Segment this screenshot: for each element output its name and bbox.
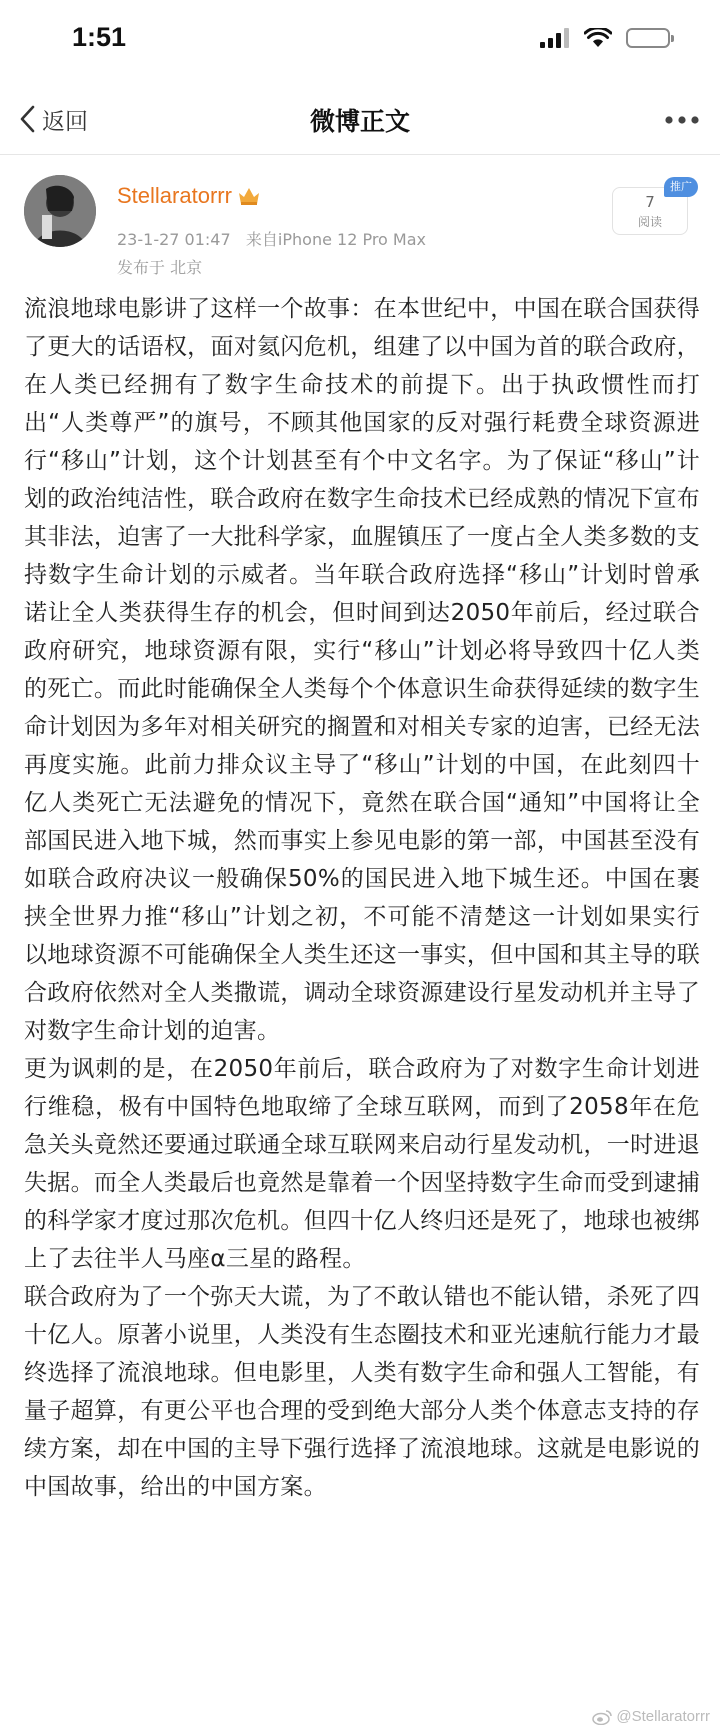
author-header (0, 155, 720, 285)
post-paragraph-3: 联合政府为了一个弥天大谎，为了不敢认错也不能认错，杀死了四十亿人。原著小说里，人类没有生态圈技术和亚光速航行能力才最终选择了流浪地球。但电影里，人类有数字生命和强人工智能，有量子超算，有更公平也合理的受到绝大部分人类个体意志支持的存续方案，却在中国的主导下强行选择了流浪地球。这就是电影说的中国故事，给出的中国方案。 (24, 1284, 700, 1500)
vip-badge-icon (237, 185, 261, 207)
read-count: 7 (645, 193, 655, 211)
battery-icon (626, 28, 670, 48)
read-label: 阅读 (637, 215, 662, 229)
more-button[interactable] (658, 98, 706, 142)
post-paragraph-2: 更为讽刺的是，在2050年前后，联合政府为了对数字生命计划进行维稳，极有中国特色地取缔了全球互联网，而到了2058年在危急关头竟然还要通过联通全球互联网来启动行星发动机，一时进退失据。而全人类最后也竟然是靠着一个因坚持数字生命而受到逮捕的科学家才度过那次危机。但四十亿人终归还是死了，地球也被绑上了去往半人马座α三星的路程。 (24, 1056, 700, 1272)
post-source: 来自iPhone 12 Pro Max (245, 230, 427, 249)
author-name-text: Stellaratorrr (117, 183, 232, 208)
watermark-text: @Stellaratorrr (616, 1708, 710, 1725)
post-timestamp: 23-1-27 01:47 (117, 230, 231, 249)
avatar[interactable] (24, 175, 96, 247)
watermark (592, 1708, 710, 1725)
back-label: 返回 (42, 108, 88, 135)
wifi-icon (584, 28, 612, 48)
status-time: 1:51 (72, 22, 127, 52)
status-bar (0, 0, 720, 84)
post-location: 发布于 北京 (117, 258, 203, 277)
status-icons (540, 28, 670, 48)
nav-bar (0, 84, 720, 155)
more-dots-icon (664, 115, 700, 125)
weibo-logo-icon (592, 1709, 612, 1725)
signal-icon (540, 28, 570, 48)
post-paragraph-1: 流浪地球电影讲了这样一个故事：在本世纪中，中国在联合国获得了更大的话语权，面对氦闪危机，组建了以中国为首的联合政府，在人类已经拥有了数字生命技术的前提下。出于执政惯性而打出“人类尊严”的旗号，不顾其他国家的反对强行耗费全球资源进行“移山”计划，这个计划甚至有个中文名字。为了保证“移山”计划的政治纯洁性，联合政府在数字生命技术已经成熟的情况下宣布其非法，迫害了一大批科学家，血腥镇压了一度占全人类多数的支持数字生命计划的示威者。当年联合政府选择“移山”计划时曾承诺让全人类获得生存的机会，但时间到达2050年前后，经过联合政府研究，地球资源有限，实行“移山”计划必将导致四十亿人类的死亡。而此时能确保全人类每个个体意识生命获得延续的数字生命计划因为多年对相关研究的搁置和对相关专家的迫害，已经无法再度实施。此前力排众议主导了“移山”计划的中国，在此刻四十亿人类死亡无法避免的情况下，竟然在联合国“通知”中国将让全部国民进入地下城，然而事实上参见电影的第一部，中国甚至没有如联合政府决议一般确保50%的国民进入地下城生还。中国在裹挟全世界力推“移山”计划之初，不可能不清楚这一计划如果实行以地球资源不可能确保全人类生还这一事实，但中国和其主导的联合政府依然对全人类撒谎，调动全球资源建设行星发动机并主导了对数字生命计划的迫害。 (24, 296, 700, 1044)
post-body (24, 290, 700, 1506)
page-title: 微博正文 (309, 107, 410, 136)
author-name[interactable] (117, 183, 261, 209)
avatar-image (24, 175, 96, 247)
promo-tag: 推广 (664, 177, 698, 197)
post-meta (117, 227, 426, 250)
